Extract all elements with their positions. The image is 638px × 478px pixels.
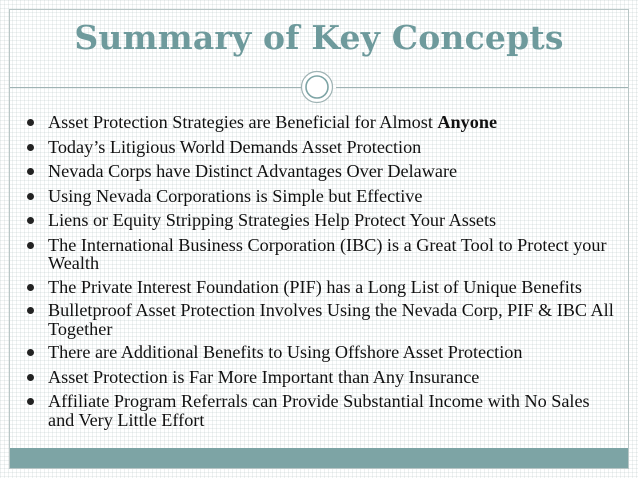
bullet-dot-icon [27,193,34,200]
circle-ornament-icon [300,70,334,104]
list-item-text: Using Nevada Corporations is Simple but Effective [48,185,423,206]
list-item-text: Asset Protection is Far More Important than Any Insurance [48,366,480,387]
bullet-list [24,113,614,435]
list-item-text: Liens or Equity Stripping Strategies Help Protect Your Assets [48,210,497,230]
bullet-dot-icon [27,349,34,356]
bullet-dot-icon [27,119,34,126]
bullet-dot-icon [27,284,34,291]
bullet-dot-icon [27,144,34,151]
list-item [24,301,614,338]
list-item [24,138,614,157]
list-item [24,278,614,297]
list-item-text: Asset Protection Strategies are Beneficial for Almost [48,112,438,132]
list-item-emphasis: Anyone [437,112,498,132]
list-item-text: Bulletproof Asset Protection Involves Using the Nevada Corp, PIF & IBC All Together [48,300,614,339]
list-item-text: The International Business Corporation (IBC) is a Great Tool to Protect your Wealth [48,234,607,273]
list-item-text: Affiliate Program Referrals can Provide Substantial Income with No Sales and Very Little Effort [48,391,590,430]
list-item [24,113,614,132]
bullet-dot-icon [27,307,34,314]
footer-bar [10,448,628,468]
list-item [24,187,614,206]
list-item-text: Today’s Litigious World Demands Asset Protection [48,136,422,157]
list-item [24,211,614,230]
list-item [24,343,614,362]
bullet-dot-icon [27,168,34,175]
title-divider-right [336,87,628,88]
bullet-dot-icon [27,242,34,249]
slide-title: Summary of Key Concepts [74,18,564,57]
bullet-dot-icon [27,398,34,405]
list-item-text: The Private Interest Foundation (PIF) has a Long List of Unique Benefits [48,276,582,297]
list-item [24,392,614,429]
list-item-text: There are Additional Benefits to Using Offshore Asset Protection [48,342,523,362]
bullet-dot-icon [27,374,34,381]
title-divider-left [10,87,302,88]
list-item [24,162,614,181]
bullet-dot-icon [27,217,34,224]
list-item-text: Nevada Corps have Distinct Advantages Over Delaware [48,161,458,181]
list-item [24,236,614,273]
list-item [24,368,614,387]
